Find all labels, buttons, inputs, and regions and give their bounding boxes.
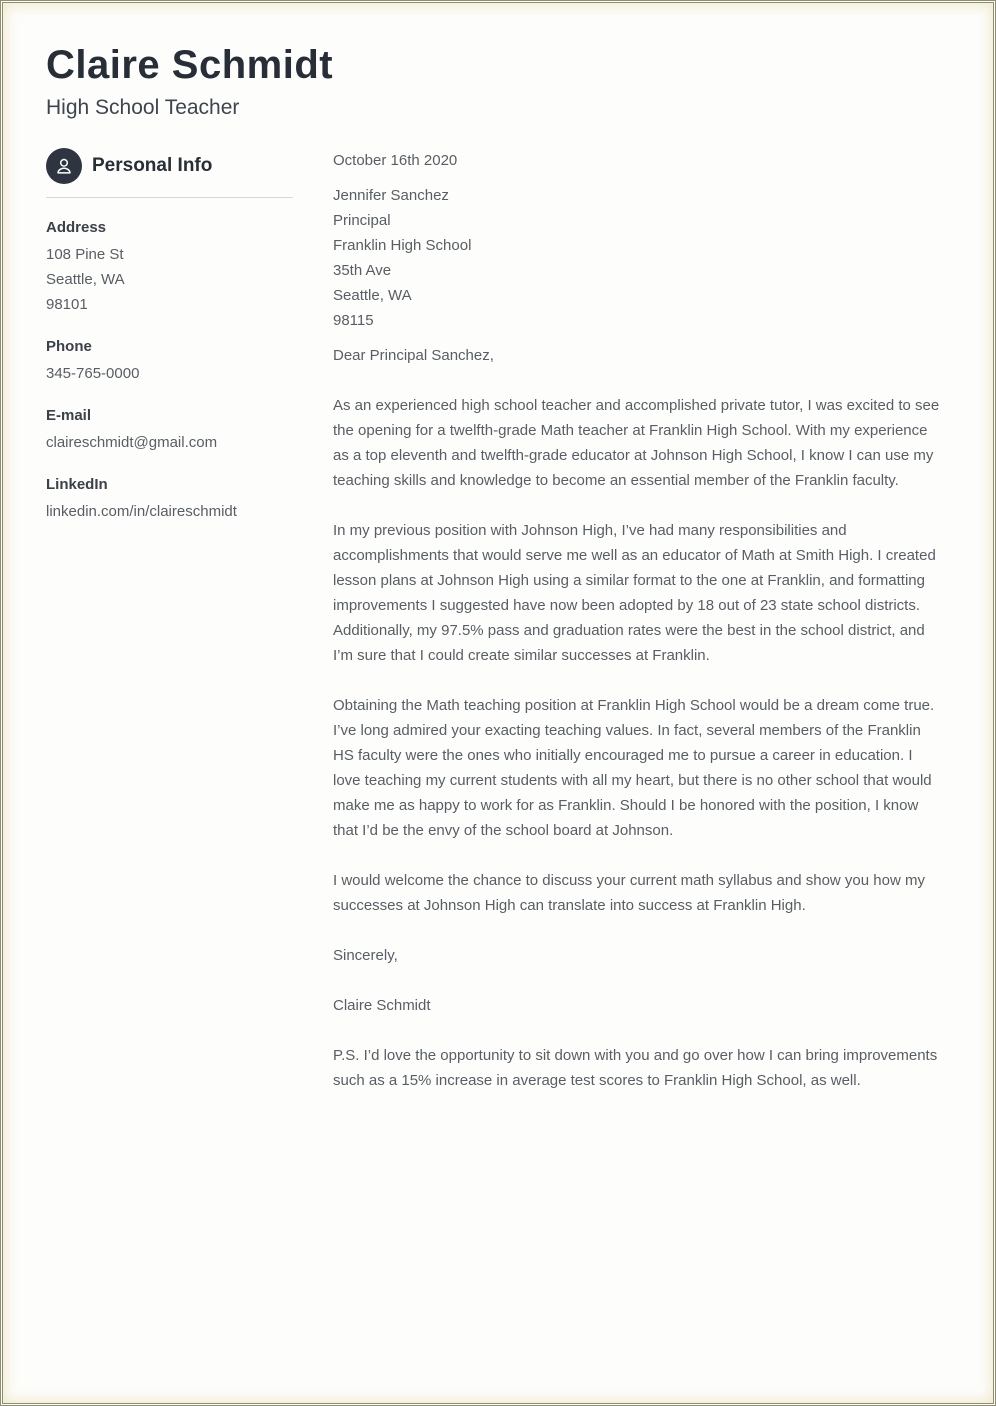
header (46, 43, 943, 120)
section-label: Phone (46, 338, 92, 355)
personal-info-header (46, 148, 293, 198)
address-line: 98101 (46, 296, 88, 313)
letter-date: October 16th 2020 (333, 152, 458, 169)
body-paragraph: As an experienced high school teacher and accomplished private tutor, I was excited to see the opening for a twelfth-grade Math teacher at Franklin High School. With my experience as a top eleventh and twelfth-grade educator at Johnson High School, I know I can use my teaching skills and knowledge to become an essential member of the Franklin faculty. (333, 397, 940, 489)
job-title: High School Teacher (46, 96, 240, 119)
address-line: Seattle, WA (46, 271, 125, 288)
body-paragraph: Obtaining the Math teaching position at Franklin High School would be a dream come true. I’ve long admired your exacting teaching values. In fact, several members of the Franklin HS faculty were the ones who initially encouraged me to pursue a career in education. I love teaching my current students with all my heart, but there is no other school that would make me as happy to work for as Franklin. Should I be honored with the position, I know that I’d be the envy of the school board at Johnson. (333, 697, 935, 839)
linkedin-value: linkedin.com/in/claireschmidt (46, 503, 237, 520)
email-value: claireschmidt@gmail.com (46, 434, 218, 451)
recipient-line: Jennifer Sanchez (333, 187, 449, 204)
section-label: E-mail (46, 407, 92, 424)
email-section (46, 407, 293, 455)
signature: Claire Schmidt (333, 997, 431, 1014)
page-title: Claire Schmidt (46, 43, 334, 87)
recipient-line: 35th Ave (333, 262, 392, 279)
recipient-line: Franklin High School (333, 237, 472, 254)
closing: Sincerely, (333, 947, 398, 964)
phone-section (46, 338, 293, 386)
sidebar (46, 148, 293, 1093)
address-line: 108 Pine St (46, 246, 124, 263)
postscript: P.S. I’d love the opportunity to sit down with you and go over how I can bring improvements such as a 15% increase in average test scores to Franklin High School, as well. (333, 1047, 938, 1089)
recipient-line: 98115 (333, 312, 374, 329)
letter-body (333, 148, 943, 1093)
person-icon (46, 148, 82, 184)
linkedin-section (46, 476, 293, 524)
section-label: Address (46, 219, 107, 236)
body-paragraph: I would welcome the chance to discuss your current math syllabus and show you how my successes at Johnson High can translate into success at Franklin High. (333, 872, 925, 914)
recipient-line: Seattle, WA (333, 287, 412, 304)
body-paragraph: In my previous position with Johnson High, I’ve had many responsibilities and accomplishments that would serve me well as an educator of Math at Smith High. I created lesson plans at Johnson High using a similar format to the one at Franklin, and formatting improvements I suggested have now been adopted by 18 out of 23 state school districts. Additionally, my 97.5% pass and graduation rates were the best in the school district, and I’m sure that I could create similar successes at Franklin. (333, 522, 936, 664)
phone-value: 345-765-0000 (46, 365, 140, 382)
recipient-block (333, 183, 943, 333)
recipient-line: Principal (333, 212, 391, 229)
salutation: Dear Principal Sanchez, (333, 347, 494, 364)
personal-info-heading: Personal Info (92, 155, 213, 176)
content-columns (46, 148, 943, 1093)
address-section (46, 219, 293, 317)
section-label: LinkedIn (46, 476, 108, 493)
